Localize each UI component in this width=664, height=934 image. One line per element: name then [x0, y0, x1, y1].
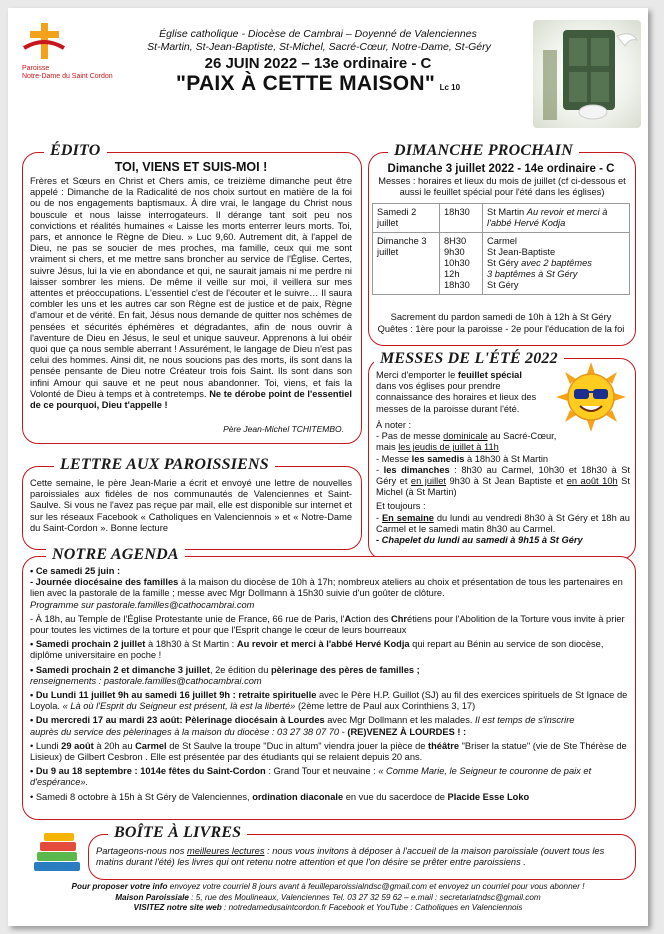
agenda-item: • Du Lundi 11 juillet 9h au samedi 16 juillet 9h : retraite spirituelle avec le Père H.P. Guillot (SJ) au fil des exercices spirituels de St Ignace de Loyola. « Là où l'Esprit du Seigneur est présent, là est la liberté» (2ème lettre de Paul aux Corinthiens 3, 17) — [30, 690, 628, 712]
footer-line: VISITEZ notre site web : notredamedusaintcordon.fr Facebook et YouTube : Catholiques en Valenciennois — [133, 903, 523, 912]
schedule-row — [373, 204, 630, 233]
schedule-detail — [483, 233, 630, 295]
schedule-place: St Jean-Baptiste — [487, 247, 556, 257]
schedule-day: Samedi 2 juillet — [373, 204, 440, 233]
issue-title — [108, 72, 528, 96]
parish-logo — [22, 22, 113, 80]
schedule-time-item: 9h30 — [444, 247, 465, 257]
ete-line: mais les jeudis de juillet à 11h — [376, 442, 499, 453]
churches-line: St-Martin, St-Jean-Baptiste, St-Michel, Sacré-Cœur, Notre-Dame, St-Géry — [147, 41, 491, 53]
edito-body — [30, 176, 352, 411]
agenda-item: • Du 9 au 18 septembre : 1014e fêtes du Saint-Cordon : Grand Tour et neuvaine : « Comme Marie, le Seigneur te couronne de paix et d'espérance». — [30, 766, 592, 788]
schedule-place: 3 baptêmes à St Géry — [487, 269, 578, 279]
ete-a-noter: À noter : — [376, 420, 412, 430]
boite-heading: BOÎTE À LIVRES — [108, 824, 247, 842]
books-icon — [30, 830, 84, 874]
ete-line: - Messe les samedis à 18h30 à St Martin — [376, 453, 549, 464]
agenda-item: • Du mercredi 17 au mardi 23 août: Pèlerinage diocésain à Lourdes avec Mgr Dollmann et les malades. Il est temps de s'inscrire auprès du service des pèlerinages à la maison du diocèse : 03 27 38 07 70 - (RE)VENEZ À LOURDES ! : — [30, 715, 575, 737]
ete-intro — [376, 370, 544, 415]
agenda-item: - À 18h, au Temple de l'Église Protestante unie de France, 66 rue de Paris, l'Action des Chrétiens pour l'Abolition de la Torture vous invite à prier pour toutes les victimes de la torture et pour que l'Esprit change le cœur de leurs bourreaux — [30, 613, 625, 636]
schedule-day: Dimanche 3 juillet — [373, 233, 440, 295]
footer — [22, 882, 634, 914]
ete-line: - Chapelet du lundi au samedi à 9h15 à St Géry — [376, 535, 583, 546]
boite-body: Partageons-nous nos meilleures lectures : nous vous invitons à déposer à l'accueil de la maison paroissiale (ouvert tous les matins durant l'été) les livres qui ont retenu notre attention et que l'on désire se prêter entre paroissiens . — [96, 846, 605, 868]
edito-body-bold: Ne te dérobe point de l'essentiel de ce pourquoi, Dieu t'appelle ! — [30, 388, 352, 411]
bulletin-page — [8, 8, 648, 926]
schedule-place: St Géry avec 2 baptêmes — [487, 258, 592, 268]
dimanche-pardon: Sacrement du pardon samedi de 10h à 12h à St Géry — [390, 312, 612, 322]
issue-title-ref: Lc 10 — [439, 83, 461, 92]
schedule-detail — [483, 204, 630, 233]
ete-line: - les dimanches : 8h30 au Carmel, 10h30 et 18h30 à St Géry et en juillet 9h30 à St Jean Baptiste et en août 10h St Michel (à St Martin) — [376, 464, 631, 498]
diocese-line: Église catholique - Diocèse de Cambrai – Doyenné de Valenciennes — [159, 28, 477, 40]
schedule-italic: Au revoir et merci à l'abbé Hervé Kodja — [487, 207, 608, 228]
schedule-table-wrap — [372, 203, 630, 295]
agenda-item: • Samedi prochain 2 et dimanche 3 juillet, 2e édition du pèlerinage des pères de familles ; renseignements : pastorale.familles@cathocambrai.com — [30, 664, 420, 686]
agenda-item: • Samedi 8 octobre à 15h à St Géry de Valenciennes, ordination diaconale en vue du sacerdoce de Placide Esse Loko — [30, 791, 530, 802]
ete-intro-c: dans vos églises pour prendre connaissance des horaires et lieux des messes de la paroisse durant l'été. — [376, 381, 537, 414]
schedule-time-item: 10h30 — [444, 258, 470, 268]
dimanche-messes-note: Messes : horaires et lieux du mois de juillet (cf ci-dessous et aussi le feuillet spécial pour l'été dans les églises) — [378, 176, 626, 198]
ete-intro-a: Merci d'emporter le — [376, 370, 458, 380]
footer-line: Maison Paroissiale : 5, rue des Moulineaux, Valenciennes Tel. 03 27 32 59 62 – e.mail : secretariatndsc@gmail.com — [115, 892, 541, 902]
dimanche-heading: DIMANCHE PROCHAIN — [388, 142, 579, 160]
schedule-place: Carmel — [487, 236, 517, 246]
agenda-item: • Lundi 29 août à 20h au Carmel de St Saulve la troupe "Duc in altum" viendra jouer la pièce de théâtre "Briser la statue" (vie de Ste Thérèse de Lisieux) de Gilbert Cesbron . Elle est présentée par des étudiants qui se relaient depuis 20 ans. — [30, 740, 627, 763]
logo-line-1: Paroisse — [22, 65, 50, 72]
dimanche-date: Dimanche 3 juillet 2022 - 14e ordinaire - C — [387, 163, 615, 175]
schedule-time-item: 8H30 — [444, 236, 467, 246]
ete-details — [376, 420, 630, 546]
header-photo — [533, 20, 641, 128]
dimanche-quetes: Quêtes : 1ère pour la paroisse - 2e pour l'éducation de la foi — [377, 324, 625, 334]
agenda-heading: NOTRE AGENDA — [46, 546, 185, 564]
schedule-time — [440, 233, 483, 295]
schedule-time: 18h30 — [440, 204, 483, 233]
edito-heading: ÉDITO — [44, 142, 107, 160]
schedule-table — [372, 203, 630, 295]
schedule-time-item: 12h — [444, 269, 460, 279]
edito-body-text: Frères et Sœurs en Christ et Chers amis, ce treizième dimanche peut être appelé : Dimanche de la Radicalité de nos choix surtout en matière de la foi ou de nos engagements baptismaux. À dire vrai, le langage du Christ nous bouscule et nous laisse interrogateurs. Il dérange tant soit peu nos convictions et réalités humaines « Laisse les morts enterrer leurs morts. Toi, pars, et annonce le Règne de Dieu. » Luc 9,60. Autrement dit, à l'appel de Dieu, ne pas se soucier de mes proches, ma famille, ceux qui me sont vraiment si chers, et me mettre sans broncher au service de l'Église. Certes, suivre Jésus, lui la vie en abondance et qui, ne saurait jamais ni me perdre ni laisser sombrer les miens. De même il veille sur moi, il veillera sur mes attentes et préoccupations. L'essentiel c'est de l'écouter et le suivre… Il saura combler les uns et les autres car son Règne est de justice et de paix, Règne d'amour et de vérité. En fait, Jésus nous demande de quitter nos schèmes de pensées et sécurités éphémères et dégradantes, afin de nous ouvrir à l'aventure de Dieu en Jésus, le seul et unique sauveur. Apprenons à lui obéir quoi que ça nous semble aberrant ! Assurément, le langage de Dieu n'est pas celui des hommes. Ainsi dit, ne nous soucions pas des morts, ils sont dans la pensée pensante de Dieu notre Créateur trois fois Saint. Ils sont dans son infini Amour qui sauve et ne peut nous abandonner. Toi, viens, et fais la Volonté de Dieu à temps et à contretemps. — [30, 176, 352, 399]
issue-date: 26 JUIN 2022 – 13e ordinaire - C — [204, 55, 432, 72]
schedule-row — [373, 233, 630, 295]
cross-logo-icon — [22, 22, 66, 62]
ete-line: Et toujours : — [376, 501, 426, 512]
ete-intro-b: feuillet spécial — [457, 370, 522, 380]
ete-line: - Pas de messe dominicale au Sacré-Cœur, — [376, 431, 557, 442]
edito-signature: Père Jean-Michel TCHITEMBO. — [223, 424, 344, 434]
schedule-place: St Géry — [487, 280, 519, 290]
agenda-list — [30, 566, 628, 806]
agenda-item: • Samedi prochain 2 juillet à 18h30 à St Martin : Au revoir et merci à l'abbé Hervé Kodja qui repart au Bénin au service de son diocèse, diplôme universitaire en poche ! — [30, 639, 604, 661]
footer-line: Pour proposer votre info envoyez votre courriel 8 jours avant à feuilleparoissialndsc@gmail.com et envoyez un courriel pour vous abonner ! — [71, 882, 585, 891]
ete-heading: MESSES DE L'ÉTÉ 2022 — [374, 350, 564, 368]
lettre-body: Cette semaine, le père Jean-Marie a écrit et envoyé une lettre de nouvelles paroissiales aux fidèles de nos communautés de Valenciennes et Saint-Saulve. Si vous ne l'avez pas reçue par mail, elle est disponible sur internet et sur les réseaux Facebook « Catholiques en Valenciennois » et « Notre-Dame du Saint-Cordon ». Bonne lecture — [30, 478, 352, 533]
lettre-heading: LETTRE AUX PAROISSIENS — [54, 456, 275, 474]
schedule-time-item: 18h30 — [444, 280, 470, 290]
issue-title-text: "PAIX À CETTE MAISON" — [175, 72, 436, 95]
agenda-item: • Ce samedi 25 juin : - Journée diocésaine des familles à la maison du diocèse de 10h à 17h; nombreux ateliers au choix et présentation de tous les partenaires en lien avec la pastorale de la famille ; messe avec Mgr Dollmann à 15h30 suivie d'un goûter de clôture. Programme sur pastorale.familles@cathocambrai.com — [30, 566, 623, 610]
schedule-place: St Martin — [487, 207, 525, 217]
logo-line-2: Notre-Dame du Saint Cordon — [22, 73, 113, 80]
edito-title: TOI, VIENS ET SUIS-MOI ! — [114, 160, 268, 174]
ete-line: - En semaine du lundi au vendredi 8h30 à St Géry et 18h au Carmel et le samedi matin 8h30 au Carmel. — [376, 512, 630, 534]
